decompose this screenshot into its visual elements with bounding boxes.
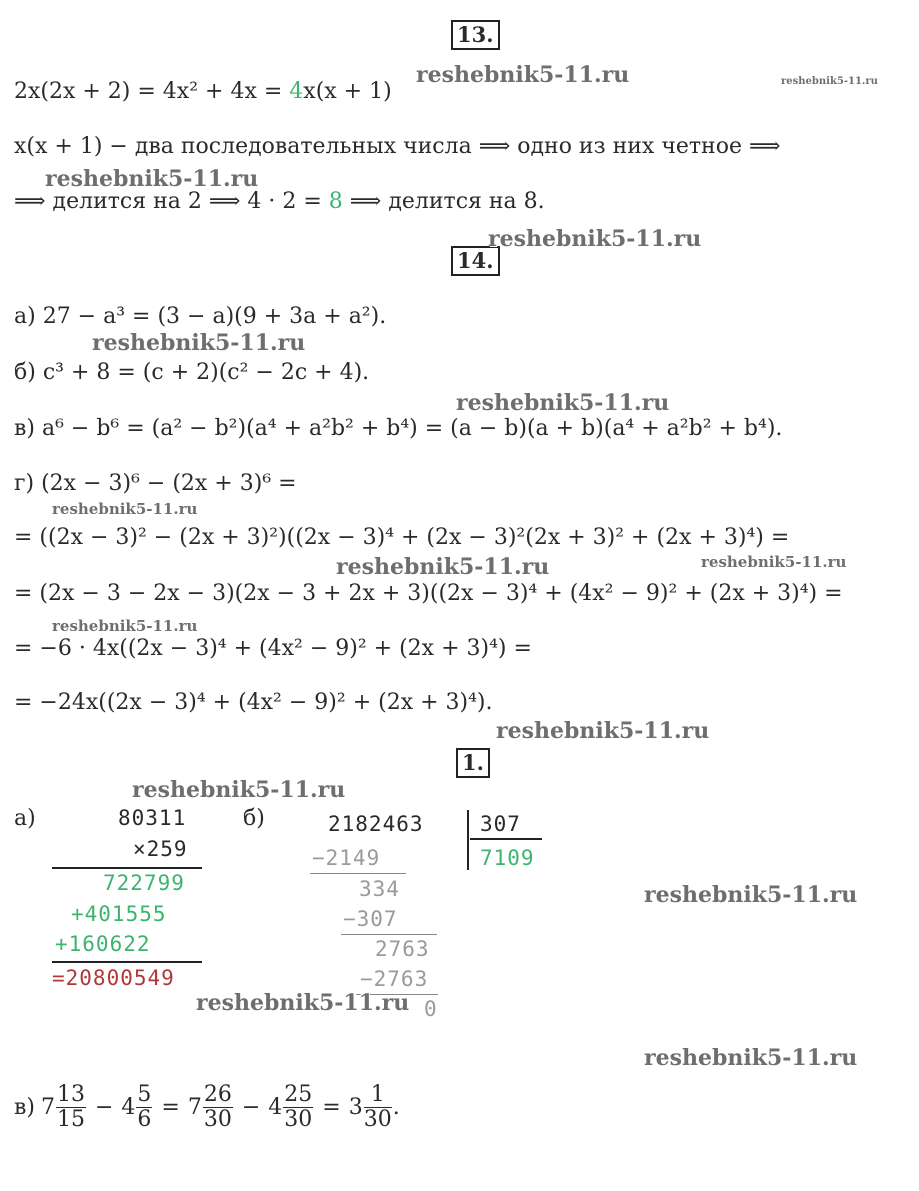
product-result: =20800549 xyxy=(52,966,175,990)
watermark: reshebnik5-11.ru xyxy=(416,62,630,88)
numerator: 25 xyxy=(284,1082,313,1107)
mixed-whole-4: 4 xyxy=(268,1094,283,1120)
multiplier: ×259 xyxy=(133,837,188,861)
division-rule-1 xyxy=(310,873,406,874)
denominator: 30 xyxy=(363,1107,392,1132)
multiplicand: 80311 xyxy=(118,806,187,830)
watermark: reshebnik5-11.ru xyxy=(701,553,847,571)
section-14-item-b: б) c³ + 8 = (c + 2)(c² − 2c + 4). xyxy=(14,360,370,385)
partial-product-1: 722799 xyxy=(103,871,185,895)
operator: − xyxy=(241,1094,261,1120)
mult-rule-top xyxy=(52,867,202,869)
section-13-line-1 xyxy=(14,79,392,105)
section-14-item-v: в) a⁶ − b⁶ = (a² − b²)(a⁴ + a²b² + b⁴) = (a − b)(a + b)(a⁴ + a²b² + b⁴). xyxy=(14,416,783,441)
item-b-label: б) xyxy=(243,806,265,831)
divisor: 307 xyxy=(480,812,521,836)
eq-part: x(x + 1) xyxy=(303,79,392,104)
watermark: reshebnik5-11.ru xyxy=(456,390,670,416)
mixed-whole-2: 4 xyxy=(121,1094,136,1120)
fraction-2 xyxy=(136,1083,152,1132)
watermark: reshebnik5-11.ru xyxy=(644,882,858,908)
watermark: reshebnik5-11.ru xyxy=(52,500,198,518)
divisor-rule xyxy=(470,838,542,840)
item-v-expression xyxy=(14,1083,400,1132)
mult-rule-bottom xyxy=(52,961,202,963)
fraction-5 xyxy=(364,1083,392,1132)
division-rule-2 xyxy=(341,934,437,935)
operator: − xyxy=(94,1094,114,1120)
section-14-item-g-line-3: = (2x − 3 − 2x − 3)(2x − 3 + 2x + 3)((2x − 3)⁴ + (4x² − 9)² + (2x + 3)⁴) = xyxy=(14,581,843,606)
subtrahend-1: −2149 xyxy=(312,846,381,870)
mixed-whole-1: 7 xyxy=(40,1094,55,1120)
section-14-item-g-line-2: = ((2x − 3)² − (2x + 3)²)((2x − 3)⁴ + (2x − 3)²(2x + 3)² + (2x + 3)⁴) = xyxy=(14,525,790,550)
quotient: 7109 xyxy=(480,846,535,870)
equals-sign: = xyxy=(161,1094,180,1120)
numerator: 1 xyxy=(364,1083,392,1108)
fraction-3 xyxy=(203,1083,233,1132)
watermark: reshebnik5-11.ru xyxy=(52,617,198,635)
watermark: reshebnik5-11.ru xyxy=(781,76,878,87)
remainder-1: 334 xyxy=(359,877,400,901)
watermark: reshebnik5-11.ru xyxy=(45,166,259,192)
watermark: reshebnik5-11.ru xyxy=(132,777,346,803)
section-14-item-g-line-4: = −6 · 4x((2x − 3)⁴ + (4x² − 9)² + (2x + 3)⁴) = xyxy=(14,636,532,661)
section-14-item-g-line-1: г) (2x − 3)⁶ − (2x + 3)⁶ = xyxy=(14,471,297,496)
eq-part: 2x(2x + 2) = 4x² + 4x = xyxy=(14,79,290,104)
remainder-2: 2763 xyxy=(375,937,430,961)
highlight-result: 8 xyxy=(328,189,343,214)
mixed-whole-5: 3 xyxy=(348,1094,363,1120)
section-13-line-3 xyxy=(14,189,545,215)
item-a-label: а) xyxy=(14,806,36,831)
subtrahend-2: −307 xyxy=(343,907,398,931)
section-14-header: 14. xyxy=(451,246,500,276)
watermark: reshebnik5-11.ru xyxy=(336,554,550,580)
mixed-whole-3: 7 xyxy=(187,1094,202,1120)
numerator: 26 xyxy=(203,1082,232,1107)
watermark: reshebnik5-11.ru xyxy=(92,330,306,356)
section-14-item-a: а) 27 − a³ = (3 − a)(9 + 3a + a²). xyxy=(14,304,387,329)
denominator: 30 xyxy=(284,1107,313,1132)
equals-sign: = xyxy=(322,1094,341,1120)
numerator: 5 xyxy=(137,1082,152,1107)
fraction-4 xyxy=(283,1083,313,1132)
watermark: reshebnik5-11.ru xyxy=(196,990,410,1016)
period: . xyxy=(392,1094,400,1120)
remainder-3: 0 xyxy=(424,997,438,1021)
section-14-item-g-line-5: = −24x((2x − 3)⁴ + (4x² − 9)² + (2x + 3)⁴). xyxy=(14,690,493,715)
dividend: 2182463 xyxy=(328,812,424,836)
eq-part: ⟹ делится на 2 ⟹ 4 · 2 = xyxy=(14,189,329,214)
partial-product-2: +401555 xyxy=(71,902,167,926)
section-1-header: 1. xyxy=(456,748,490,778)
division-bar xyxy=(467,810,469,870)
section-13-line-2: x(x + 1) − два последовательных числа ⟹ одно из них четное ⟹ xyxy=(14,134,781,159)
numerator: 13 xyxy=(56,1082,85,1107)
watermark: reshebnik5-11.ru xyxy=(644,1045,858,1071)
section-13-header: 13. xyxy=(451,20,500,50)
partial-product-3: +160622 xyxy=(55,932,151,956)
watermark: reshebnik5-11.ru xyxy=(488,226,702,252)
eq-part: ⟹ делится на 8. xyxy=(342,189,545,214)
item-v-label: в) xyxy=(14,1094,35,1120)
highlight-factor: 4 xyxy=(289,79,304,104)
subtrahend-3: −2763 xyxy=(360,967,429,991)
denominator: 30 xyxy=(203,1107,232,1132)
denominator: 15 xyxy=(56,1107,85,1132)
denominator: 6 xyxy=(137,1107,152,1132)
fraction-1 xyxy=(56,1083,86,1132)
watermark: reshebnik5-11.ru xyxy=(496,718,710,744)
